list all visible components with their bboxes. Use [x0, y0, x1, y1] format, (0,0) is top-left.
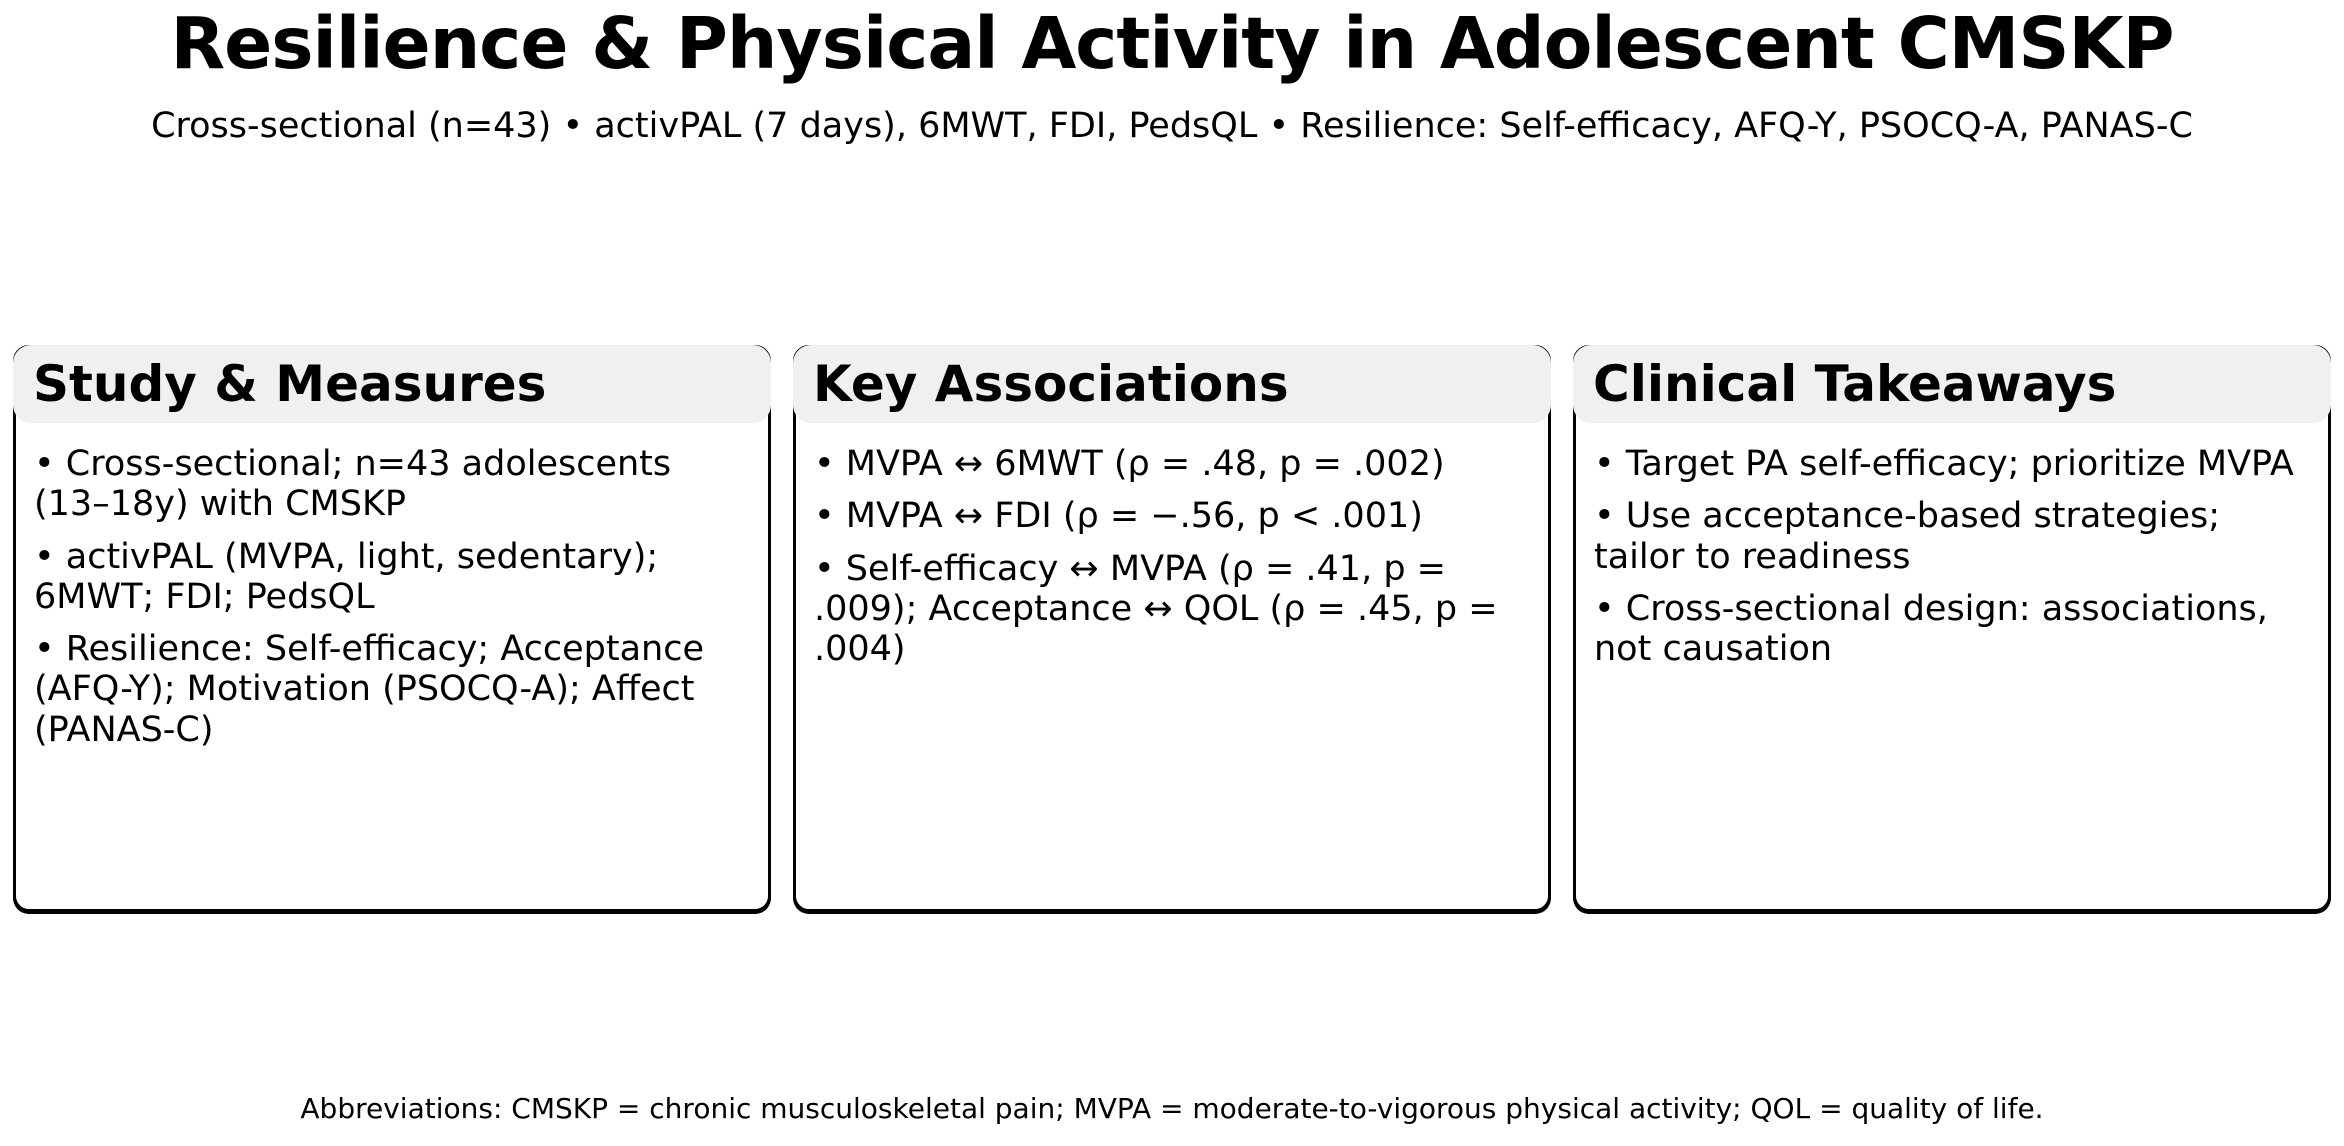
- card-key-associations: [793, 345, 1551, 912]
- bullet-item: • Self-efficacy ↔ MVPA (ρ = .41, p = .009); Acceptance ↔ QOL (ρ = .45, p = .004): [814, 548, 1498, 669]
- card-study-measures-header: [13, 345, 771, 423]
- card-key-associations-title: Key Associations: [813, 355, 1289, 413]
- bullet-item: • MVPA ↔ 6MWT (ρ = .48, p = .002): [814, 444, 1445, 484]
- card-study-measures: [13, 345, 771, 912]
- card-study-measures-title: Study & Measures: [33, 355, 547, 413]
- card-clinical-takeaways-title: Clinical Takeaways: [1593, 355, 2117, 413]
- card-key-associations-header: [793, 345, 1551, 423]
- card-clinical-takeaways-header: [1573, 345, 2331, 423]
- bullet-item: • MVPA ↔ FDI (ρ = −.56, p < .001): [814, 496, 1423, 537]
- card-clinical-takeaways: [1573, 345, 2331, 912]
- bullet-item: • Cross-sectional design: associations, not causation: [1594, 588, 2268, 669]
- bullet-item: • Target PA self-efficacy; prioritize MVPA: [1594, 444, 2294, 484]
- bullet-item: • activPAL (MVPA, light, sedentary); 6MWT; FDI; PedsQL: [34, 536, 659, 617]
- bullet-item: • Use acceptance-based strategies; tailor to readiness: [1594, 496, 2221, 577]
- page-subtitle: Cross-sectional (n=43) • activPAL (7 days), 6MWT, FDI, PedsQL • Resilience: Self-efficacy, AFQ-Y, PSOCQ-A, PANAS-C: [151, 106, 2193, 146]
- bullet-item: • Resilience: Self-efficacy; Acceptance (AFQ-Y); Motivation (PSOCQ-A); Affect (PANAS-C): [34, 629, 705, 750]
- cards-row: [13, 345, 2331, 912]
- bullet-item: • Cross-sectional; n=43 adolescents (13–18y) with CMSKP: [34, 444, 672, 525]
- page-title: Resilience & Physical Activity in Adolescent CMSKP: [170, 2, 2174, 85]
- abbreviations-footnote: Abbreviations: CMSKP = chronic musculoskeletal pain; MVPA = moderate-to-vigorous physical activity; QOL = quality of life.: [300, 1092, 2044, 1125]
